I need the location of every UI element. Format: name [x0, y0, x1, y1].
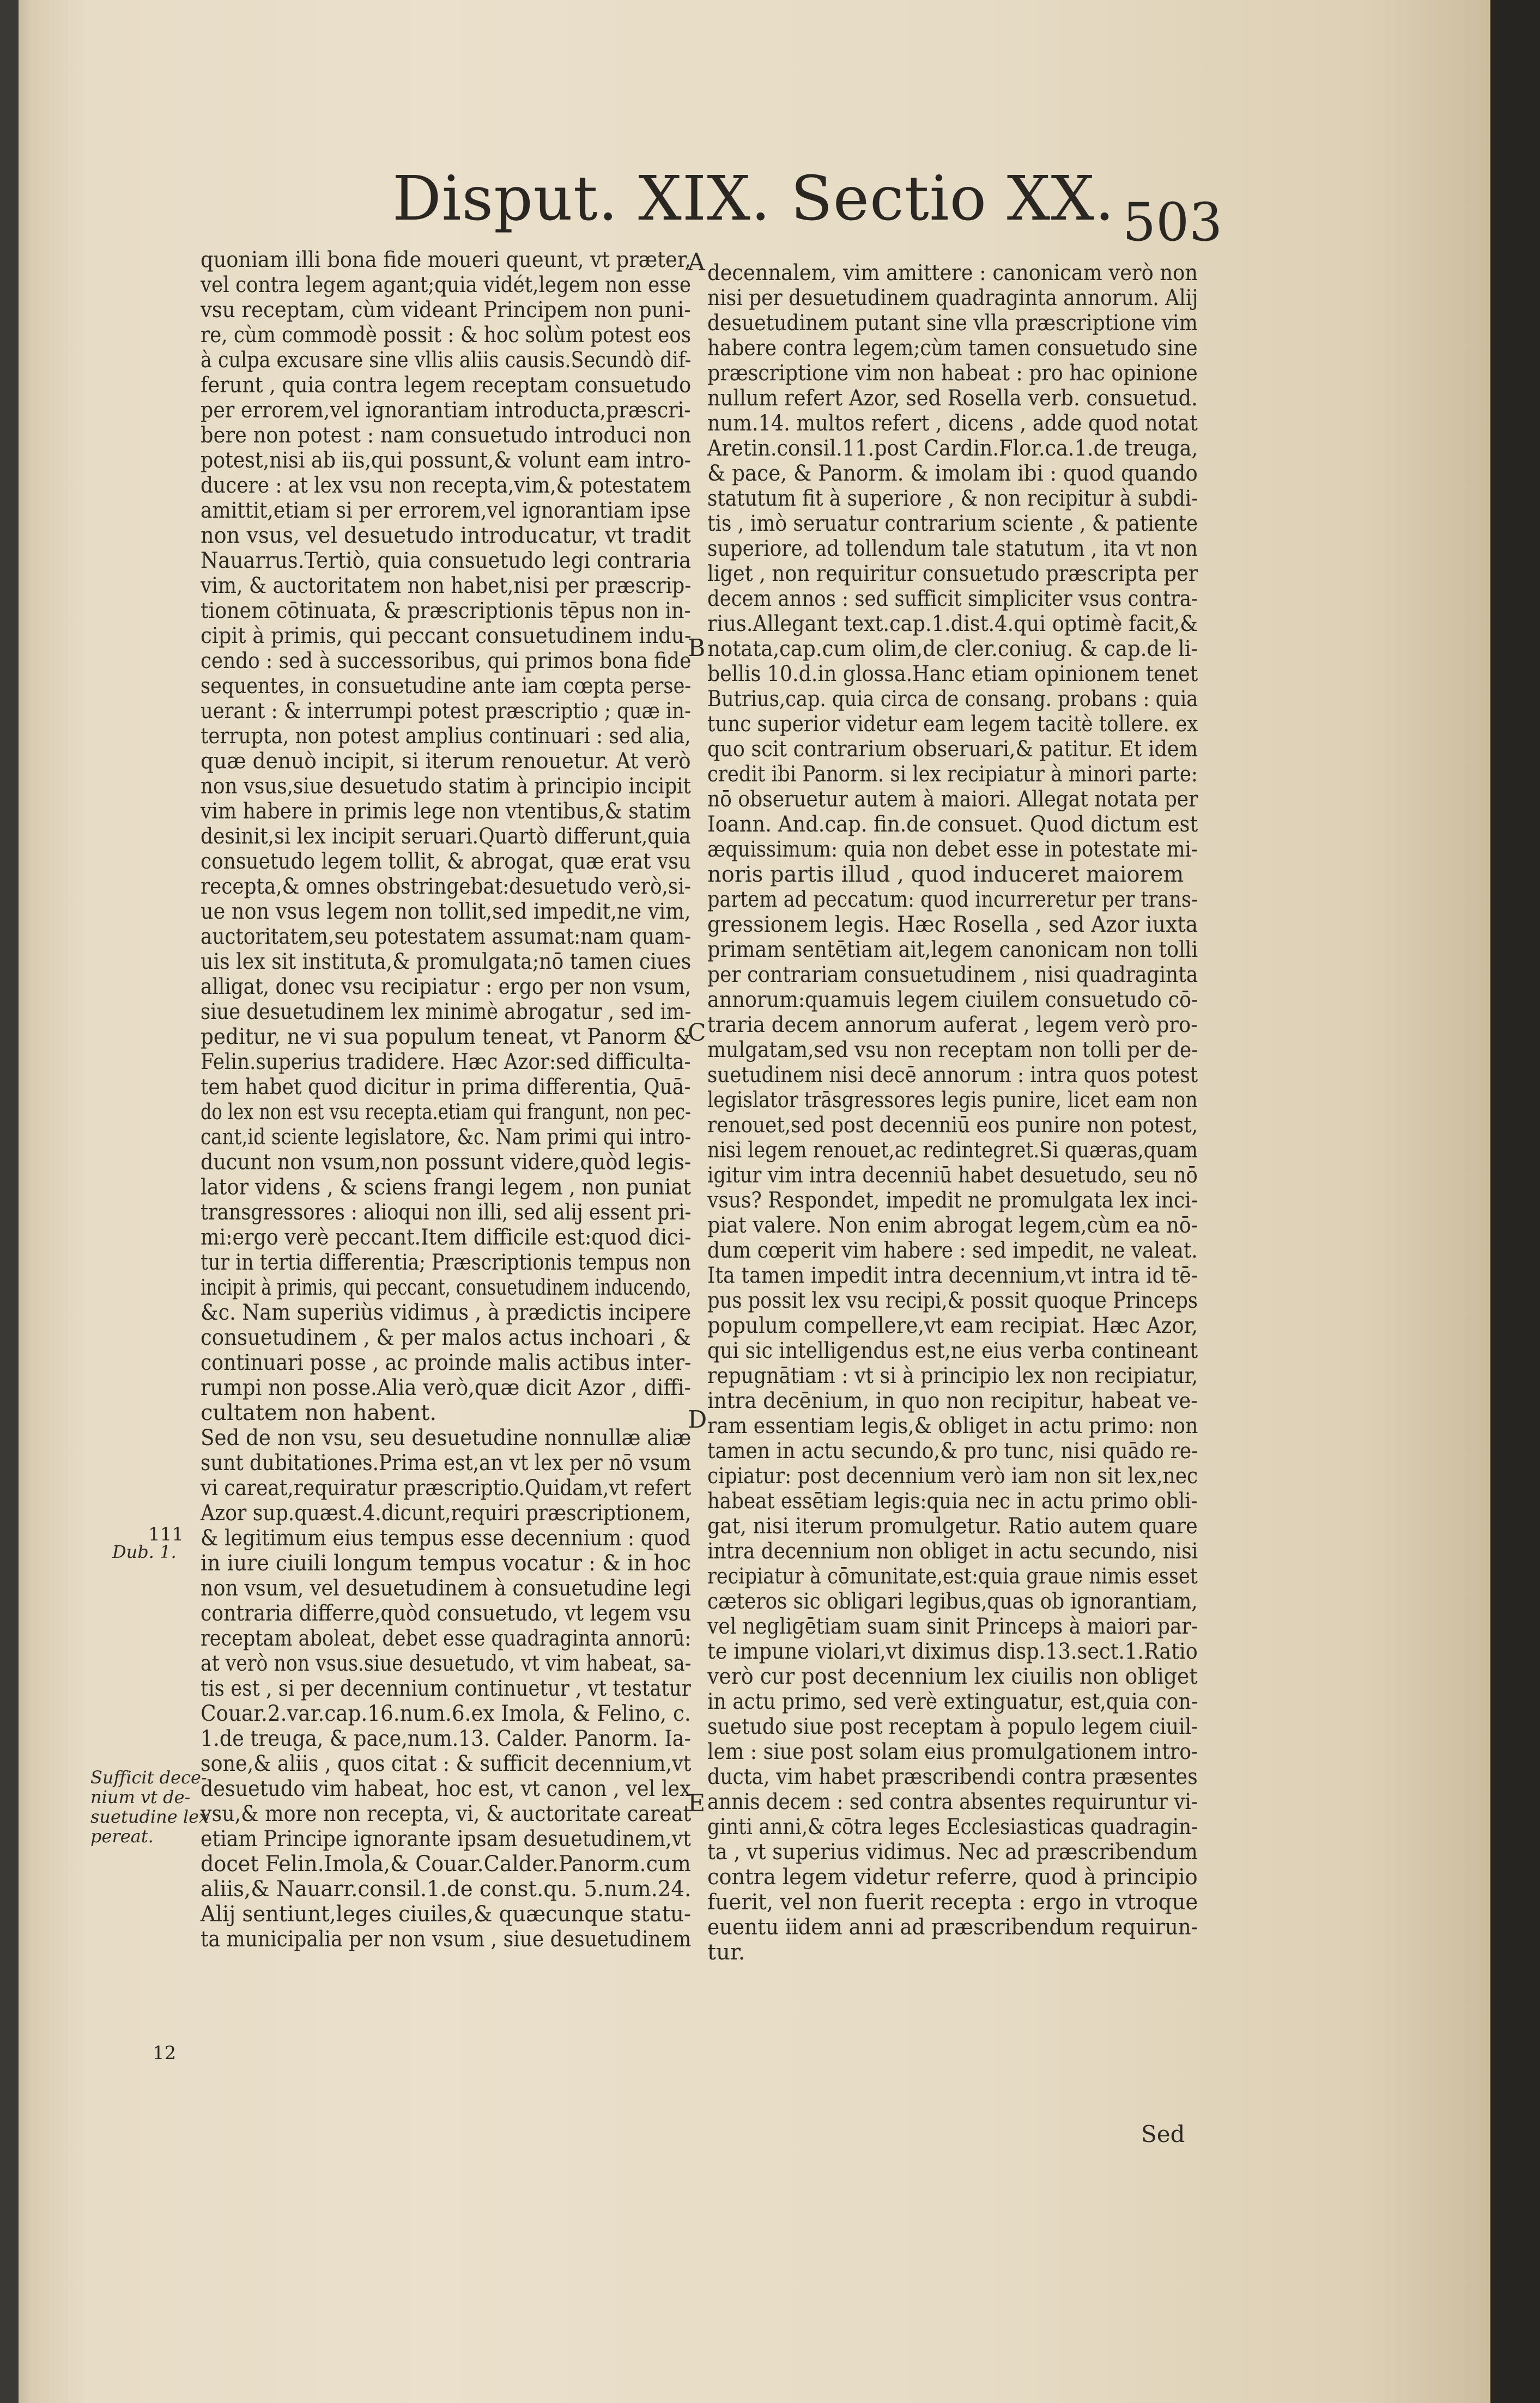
text-line: non vsus,siue desuetudo statim à principio incipit	[201, 774, 691, 799]
text-line: vsu,& more non recepta, vi, & auctoritate careat	[201, 1801, 692, 1826]
text-line: intra decennium non obliget in actu secundo, nisi	[707, 1539, 1198, 1564]
text-line: te impune violari,vt diximus disp.13.sect.1.Ratio	[707, 1639, 1198, 1664]
text-line: contraria differre,quòd consuetudo, vt legem vsu	[201, 1601, 692, 1626]
text-line: cipit à primis, qui peccant consuetudinem indu-	[201, 623, 692, 648]
text-line: contra legem videtur referre, quod à principio	[707, 1865, 1198, 1890]
text-line: desuetudo vim habeat, hoc est, vt canon , vel lex	[201, 1776, 691, 1801]
text-line: docet Felin.Imola,& Couar.Calder.Panorm.cum	[201, 1852, 691, 1877]
text-line: & legitimum eius tempus esse decennium : quod	[201, 1526, 691, 1551]
page-number: 503	[1123, 192, 1223, 253]
text-line: legislator trāsgressores legis punire, licet eam non	[707, 1088, 1198, 1113]
text-line: non vsum, vel desuetudinem à consuetudine legi	[201, 1576, 691, 1601]
text-line: fuerit, vel non fuerit recepta : ergo in vtroque	[707, 1890, 1198, 1915]
text-line: præscriptione vim non habeat : pro hac opinione	[707, 361, 1198, 386]
text-line: gressionem legis. Hæc Rosella , sed Azor iuxta	[707, 912, 1198, 937]
text-line: verò cur post decennium lex ciuilis non obliget	[707, 1664, 1198, 1689]
margin-note-line: Sufficit dece-	[90, 1767, 207, 1788]
text-line: renouet,sed post decenniū eos punire non potest,	[707, 1113, 1198, 1138]
text-line: habere contra legem;cùm tamen consuetudo sine	[707, 336, 1198, 361]
text-line: cæteros sic obligari legibus,quas ob ignorantiam,	[707, 1589, 1198, 1614]
text-line: rius.Allegant text.cap.1.dist.4.qui optimè facit,&	[707, 611, 1198, 636]
text-line: primam sentētiam ait,legem canonicam non tolli	[707, 937, 1198, 962]
margin-letter-d: D	[688, 1406, 707, 1434]
text-line: lem : siue post solam eius promulgationem intro-	[707, 1739, 1198, 1764]
text-line: etiam Principe ignorante ipsam desuetudinem,vt	[201, 1826, 691, 1852]
text-line: Ita tamen impedit intra decennium,vt intra id tē-	[707, 1263, 1198, 1288]
text-line: suetudinem nisi decē annorum : intra quos potest	[707, 1063, 1198, 1088]
text-line: in actu primo, sed verè extinguatur, est,quia con-	[707, 1689, 1198, 1714]
text-line: Azor sup.quæst.4.dicunt,requiri præscriptionem,	[201, 1501, 692, 1526]
text-line: & pace, & Panorm. & imolam ibi : quod quando	[707, 461, 1198, 486]
paragraph-number-12: 12	[153, 2042, 177, 2064]
text-line: receptam aboleat, debet esse quadraginta annorū:	[201, 1626, 692, 1651]
text-line: uis lex sit instituta,& promulgata;nō tamen ciues	[201, 949, 692, 974]
text-line: lator videns , & sciens frangi legem , non puniat	[201, 1175, 692, 1200]
text-line: statutum fit à superiore , & non recipitur à subdi-	[707, 486, 1198, 511]
text-line: suetudo siue post receptam à populo legem ciuil-	[707, 1714, 1198, 1739]
text-line: dum cœperit vim habere : sed impedit, ne valeat.	[707, 1238, 1198, 1263]
text-line: recipiatur à cōmunitate,est:quia graue nimis esset	[707, 1564, 1198, 1589]
text-line: do lex non est vsu recepta.etiam qui frangunt, non pec-	[201, 1100, 691, 1125]
text-line: bere non potest : nam consuetudo introduci non	[201, 423, 692, 448]
text-line: aliis,& Nauarr.consil.1.de const.qu. 5.num.24.	[201, 1877, 692, 1902]
text-line: auctoritatem,seu potestatem assumat:nam quam-	[201, 924, 692, 949]
text-line: ram essentiam legis,& obliget in actu primo: non	[707, 1413, 1198, 1439]
text-line: ta , vt superius vidimus. Nec ad præscribendum	[707, 1840, 1198, 1865]
left-text-column	[201, 247, 691, 1952]
text-line: populum compellere,vt eam recipiat. Hæc Azor,	[707, 1313, 1198, 1338]
text-line: nisi legem renouet,ac redintegret.Si quæras,quam	[707, 1138, 1198, 1163]
margin-letter-e: E	[688, 1789, 706, 1817]
text-line: per contrariam consuetudinem , nisi quadraginta	[707, 962, 1198, 987]
margin-note	[90, 1768, 209, 1846]
text-line: decem annos : sed sufficit simpliciter vsus contra-	[707, 586, 1198, 611]
text-line: cultatem non habent.	[201, 1400, 437, 1425]
text-line: vim, & auctoritatem non habet,nisi per præscrip-	[201, 573, 692, 598]
text-line: quoniam illi bona fide moueri queunt, vt præter,	[201, 247, 692, 272]
text-line: sone,& aliis , quos citat : & sufficit decennium,vt	[201, 1751, 692, 1776]
text-line: peditur, ne vi sua populum teneat, vt Panorm &	[201, 1024, 692, 1049]
margin-letter-c: C	[688, 1019, 706, 1047]
text-line: mi:ergo verè peccant.Item difficile est:quod dici-	[201, 1225, 692, 1250]
text-line: non vsus, vel desuetudo introducatur, vt tradit	[201, 523, 691, 548]
text-line: continuari posse , ac proinde malis actibus inter-	[201, 1350, 692, 1375]
text-line: recepta,& omnes obstringebat:desuetudo verò,si-	[201, 874, 691, 899]
margin-letter-b: B	[688, 634, 706, 662]
text-line: mulgatam,sed vsu non receptam non tolli per de-	[707, 1037, 1198, 1063]
text-line: consuetudinem , & per malos actus inchoari , &	[201, 1325, 691, 1350]
text-line: Sed de non vsu, seu desuetudine nonnullæ aliæ	[201, 1425, 692, 1451]
margin-note-line: pereat.	[90, 1826, 154, 1847]
text-line: cendo : sed à successoribus, qui primos bona fide	[201, 648, 692, 673]
text-line: ginti anni,& cōtra leges Ecclesiasticas quadragin-	[707, 1815, 1198, 1840]
page-header	[392, 163, 1242, 253]
text-line: vi careat,requiratur præscriptio.Quidam,vt refert	[201, 1476, 692, 1501]
text-line: ducta, vim habet præscribendi contra præsentes	[707, 1764, 1198, 1789]
text-line: sequentes, in consuetudine ante iam cœpta perse-	[201, 673, 692, 699]
text-line: liget , non requiritur consuetudo præscripta per	[707, 561, 1198, 586]
text-line: re, cùm commodè possit : & hoc solùm potest eos	[201, 323, 692, 348]
text-line: siue desuetudinem lex minimè abrogatur , sed im-	[201, 999, 692, 1024]
text-line: sunt dubitationes.Prima est,an vt lex per nō vsum	[201, 1451, 692, 1476]
text-line: vsus? Respondet, impedit ne promulgata lex inci-	[707, 1188, 1198, 1213]
text-line: per errorem,vel ignorantiam introducta,præscri-	[201, 398, 691, 423]
text-line: tis , imò seruatur contrarium sciente , & patiente	[707, 511, 1198, 536]
text-line: ducere : at lex vsu non recepta,vim,& potestatem	[201, 473, 692, 498]
text-line: credit ibi Panorm. si lex recipiatur à minori parte:	[707, 762, 1198, 787]
text-line: notata,cap.cum olim,de cler.coniug. & cap.de li-	[707, 636, 1198, 662]
text-line: alligat, donec vsu recipiatur : ergo per non vsum,	[201, 974, 692, 999]
text-line: quæ denuò incipit, si iterum renouetur. At verò	[201, 749, 691, 774]
text-line: bellis 10.d.in glossa.Hanc etiam opinionem tenet	[707, 662, 1198, 687]
text-line: noris partis illud , quod induceret maiorem	[707, 862, 1184, 887]
text-line: Couar.2.var.cap.16.num.6.ex Imola, & Felino, c.	[201, 1701, 691, 1726]
text-line: tamen in actu secundo,& pro tunc, nisi quādo re-	[707, 1439, 1198, 1464]
text-line: Nauarrus.Tertiò, quia consuetudo legi contraria	[201, 548, 692, 573]
text-line: annorum:quamuis legem ciuilem consuetudo cō-	[707, 987, 1198, 1012]
text-line: transgressores : alioqui non illi, sed alij essent pri-	[201, 1200, 692, 1225]
running-title: Disput. XIX. Sectio XX.	[392, 163, 1115, 234]
text-line: &c. Nam superiùs vidimus , à prædictis incipere	[201, 1300, 692, 1325]
text-line: repugnātiam : vt si à principio lex non recipiatur,	[707, 1363, 1198, 1388]
text-line: tionem cōtinuata, & præscriptionis tēpus non in-	[201, 598, 691, 623]
text-line: cipiatur: post decennium verò iam non sit lex,nec	[707, 1464, 1198, 1489]
text-line: tur in tertia differentia; Præscriptionis tempus non	[201, 1250, 691, 1275]
text-line: æquissimum: quia non debet esse in potestate mi-	[707, 837, 1198, 862]
text-line: at verò non vsus.siue desuetudo, vt vim habeat, sa-	[201, 1651, 692, 1676]
text-line: igitur vim intra decenniū habet desuetudo, seu nō	[707, 1163, 1198, 1188]
margin-note-line: nium vt de-	[90, 1787, 191, 1807]
text-line: potest,nisi ab iis,qui possunt,& volunt eam intro-	[201, 448, 691, 473]
text-line: tem habet quod dicitur in prima differentia, Quā-	[201, 1075, 691, 1100]
text-line: partem ad peccatum: quod incurreretur per trans-	[707, 887, 1198, 912]
margin-letter-a: A	[688, 248, 705, 276]
text-line: ue non vsus legem non tollit,sed impedit,ne vim,	[201, 899, 691, 924]
text-line: annis decem : sed contra absentes requiruntur vi-	[707, 1789, 1198, 1815]
page-edge	[1490, 0, 1540, 2403]
text-line: vsu receptam, cùm videant Principem non puni-	[201, 298, 691, 323]
text-line: vim habere in primis lege non vtentibus,& statim	[201, 799, 692, 824]
text-line: piat valere. Non enim abrogat legem,cùm ea nō-	[707, 1213, 1198, 1238]
text-line: à culpa excusare sine vllis aliis causis.Secundò dif-	[201, 348, 692, 373]
margin-note-line: suetudine lex	[90, 1806, 209, 1827]
text-line: vel contra legem agant;quia vidét,legem non esse	[201, 272, 692, 298]
text-line: terrupta, non potest amplius continuari : sed alia,	[201, 724, 691, 749]
text-line: pus possit lex vsu recipi,& possit quoque Princeps	[707, 1288, 1198, 1313]
right-text-column	[707, 260, 1198, 1965]
text-line: tur.	[707, 1940, 745, 1965]
text-line: nō obseruetur autem à maiori. Allegat notata per	[707, 787, 1198, 812]
text-line: intra decēnium, in quo non recipitur, habeat ve-	[707, 1388, 1198, 1413]
text-line: desinit,si lex incipit seruari.Quartò differunt,quia	[201, 824, 691, 849]
text-line: ducunt non vsum,non possunt videre,quòd legis-	[201, 1150, 692, 1175]
paragraph-number-111: 111	[148, 1524, 184, 1545]
text-line: num.14. multos refert , dicens , adde quod notat	[707, 411, 1198, 436]
text-line: desuetudinem putant sine vlla præscriptione vim	[707, 311, 1198, 336]
text-line: vel negligētiam suam sinit Princeps à maiori par-	[707, 1614, 1198, 1639]
text-line: cant,id sciente legislatore, &c. Nam primi qui intro-	[201, 1125, 692, 1150]
text-line: rumpi non posse.Alia verò,quæ dicit Azor , diffi-	[201, 1375, 692, 1400]
text-line: decennalem, vim amittere : canonicam verò non	[707, 260, 1198, 286]
binding-gutter	[0, 0, 19, 2403]
text-line: nullum refert Azor, sed Rosella verb. consuetud.	[707, 386, 1198, 411]
text-line: euentu iidem anni ad præscribendum requirun-	[707, 1915, 1198, 1940]
text-line: qui sic intelligendus est,ne eius verba contineant	[707, 1338, 1198, 1363]
catchword: Sed	[1141, 2121, 1185, 2147]
text-line: in iure ciuili longum tempus vocatur : & in hoc	[201, 1551, 691, 1576]
text-line: ferunt , quia contra legem receptam consuetudo	[201, 373, 692, 398]
text-line: Felin.superius tradidere. Hæc Azor:sed difficultа-	[201, 1049, 691, 1075]
text-line: Ioann. And.cap. fin.de consuet. Quod dictum est	[707, 812, 1198, 837]
dubium-label: Dub. 1.	[112, 1542, 177, 1562]
text-line: traria decem annorum auferat , legem verò pro-	[707, 1012, 1198, 1037]
text-line: Alij sentiunt,leges ciuiles,& quæcunque statu-	[201, 1902, 691, 1927]
text-line: nisi per desuetudinem quadraginta annorum. Alij	[707, 286, 1198, 311]
text-line: gat, nisi iterum promulgetur. Ratio autem quare	[707, 1514, 1198, 1539]
text-line: 1.de treuga, & pace,num.13. Calder. Panorm. Ia-	[201, 1726, 691, 1751]
text-line: tis est , si per decennium continuetur , vt testatur	[201, 1676, 691, 1701]
text-line: incipit à primis, qui peccant, consuetudinem inducendo,	[201, 1275, 692, 1300]
text-line: habeat essētiam legis:quia nec in actu primo obli-	[707, 1489, 1198, 1514]
text-line: superiore, ad tollendum tale statutum , ita vt non	[707, 536, 1198, 561]
text-line: ta municipalia per non vsum , siue desuetudinem	[201, 1927, 692, 1952]
text-line: quo scit contrarium obseruari,& patitur. Et idem	[707, 737, 1198, 762]
text-line: tunc superior videtur eam legem tacitè tollere. ex	[707, 712, 1198, 737]
text-line: Butrius,cap. quia circa de consang. probans : quia	[707, 687, 1198, 712]
text-line: Aretin.consil.11.post Cardin.Flor.ca.1.de treuga,	[707, 436, 1198, 461]
text-line: consuetudo legem tollit, & abrogat, quæ erat vsu	[201, 849, 691, 874]
text-line: amittit,etiam si per errorem,vel ignorantiam ipse	[201, 498, 691, 523]
text-line: uerant : & interrumpi potest præscriptio ; quæ in-	[201, 699, 691, 724]
